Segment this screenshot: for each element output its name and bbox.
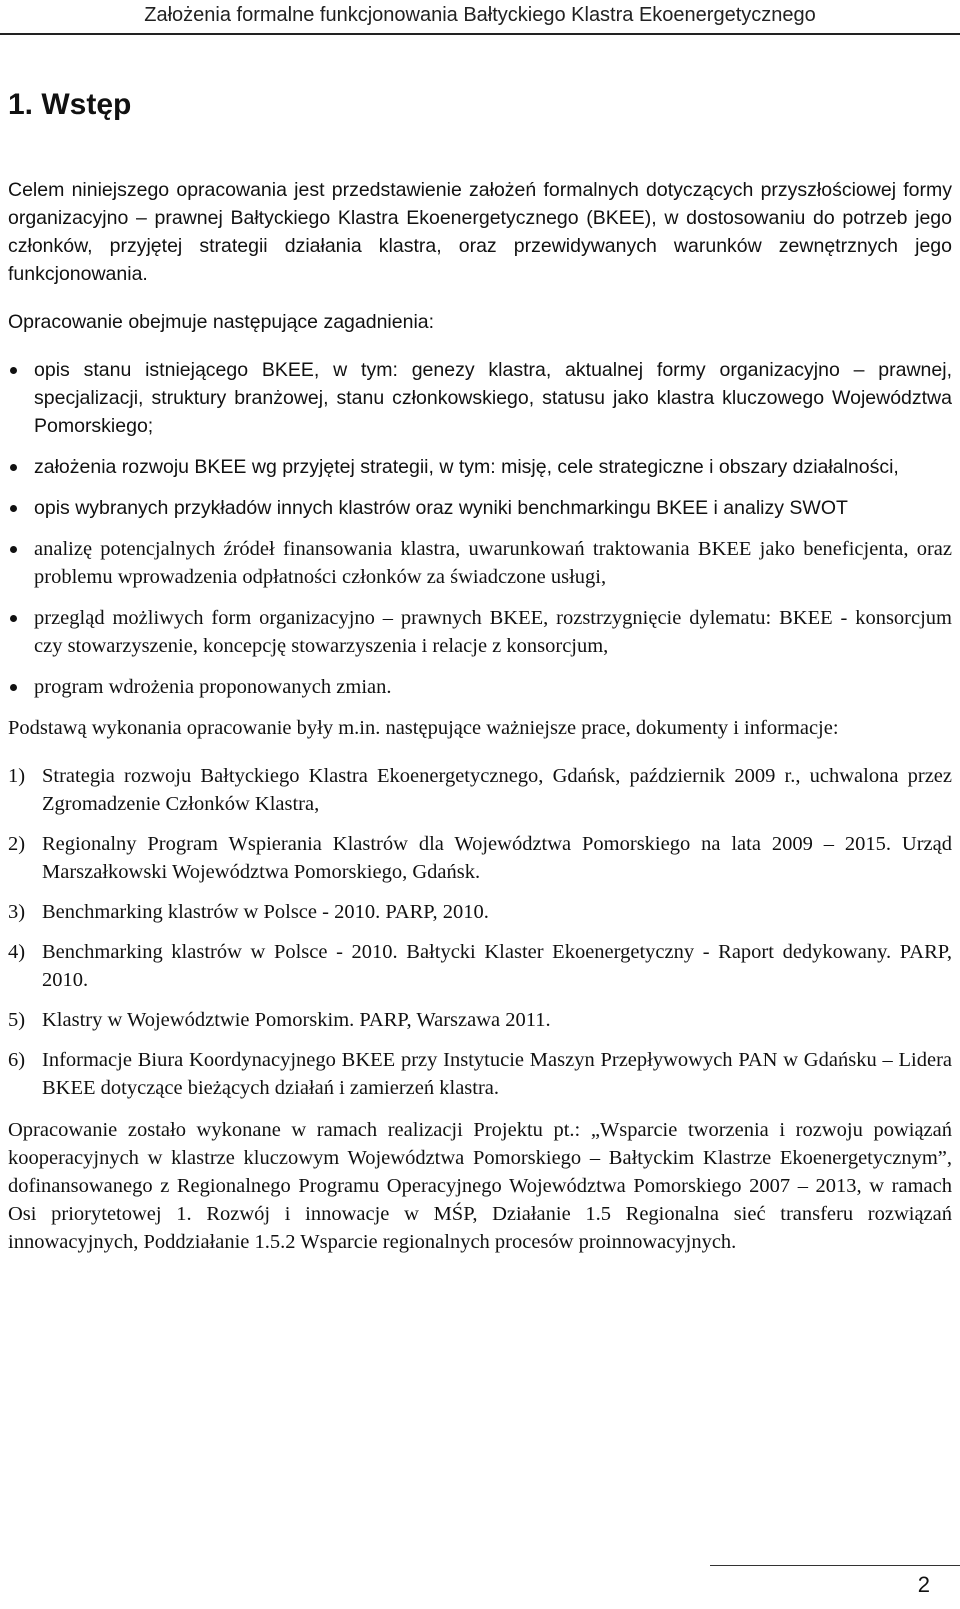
- document-body: [8, 176, 952, 1256]
- basis-intro: Podstawą wykonania opracowanie były m.in. następujące ważniejsze prace, dokumenty i informacje:: [8, 717, 839, 739]
- bullet-icon: [10, 505, 17, 512]
- reference-item: 2) Regionalny Program Wspierania Klastrów dla Województwa Pomorskiego na lata 2009 – 2015. Urząd Marszałkowski Województwa Pomorskiego, Gdańsk.: [8, 833, 952, 883]
- list-item: analizę potencjalnych źródeł finansowania klastra, uwarunkowań traktowania BKEE jako beneficjenta, oraz problemu wprowadzenia odpłatności członków za świadczone usługi,: [8, 535, 952, 591]
- list-item: opis stanu istniejącego BKEE, w tym: genezy klastra, aktualnej formy organizacyjno – prawnej, specjalizacji, struktury branżowej, stanu członkowskiego, statusu jako klastra kluczowego Województwa Pomorskiego;: [8, 356, 952, 440]
- intro-paragraph: Celem niniejszego opracowania jest przedstawienie założeń formalnych dotyczących przyszłościowej formy organizacyjno – prawnej Bałtyckiego Klastra Ekoenergetycznego (BKEE), w dostosowaniu do potrzeb jego członków, przyjętej strategii działania klastra, oraz przewidywanych warunków zewnętrznych jego funkcjonowania.: [8, 179, 952, 285]
- scope-list: [8, 356, 952, 701]
- header-divider: [0, 33, 960, 35]
- reference-item: 3) Benchmarking klastrów w Polsce - 2010. PARP, 2010.: [8, 901, 489, 923]
- running-header: Założenia formalne funkcjonowania Bałtyckiego Klastra Ekoenergetycznego: [144, 4, 816, 26]
- scope-intro: Opracowanie obejmuje następujące zagadnienia:: [8, 311, 435, 333]
- list-item: program wdrożenia proponowanych zmian.: [8, 673, 952, 701]
- closing-paragraph: Opracowanie zostało wykonane w ramach realizacji Projektu pt.: „Wsparcie tworzenia i rozwoju powiązań kooperacyjnych w klastrze kluczowym Województwa Pomorskiego – Bałtyckim Klastrze Ekoenergetycznym”, dofinansowanego z Regionalnego Programu Operacyjnego Województwa Pomorskiego 2007 – 2013, w ramach Osi priorytetowej 1. Rozwój i innowacje w MŚP, Działanie 1.5 Regionalna sieć transferu rozwiązań innowacyjnych, Poddziałanie 1.5.2 Wsparcie regionalnych procesów proinnowacyjnych.: [8, 1119, 952, 1253]
- list-item: założenia rozwoju BKEE wg przyjętej strategii, w tym: misję, cele strategiczne i obszary działalności,: [8, 453, 952, 481]
- bullet-icon: [10, 464, 17, 471]
- list-item: przegląd możliwych form organizacyjno – prawnych BKEE, rozstrzygnięcie dylematu: BKEE - konsorcjum czy stowarzyszenie, koncepcję stowarzyszenia i relacje z konsorcjum,: [8, 604, 952, 660]
- reference-list: [8, 762, 952, 1102]
- reference-item: 5) Klastry w Województwie Pomorskim. PARP, Warszawa 2011.: [8, 1009, 551, 1031]
- reference-item: 4) Benchmarking klastrów w Polsce - 2010. Bałtycki Klaster Ekoenergetyczny - Raport dedykowany. PARP, 2010.: [8, 941, 952, 991]
- list-item: opis wybranych przykładów innych klastrów oraz wyniki benchmarkingu BKEE i analizy SWOT: [8, 494, 952, 522]
- page-number: 2: [917, 1572, 930, 1597]
- bullet-icon: [10, 615, 17, 622]
- bullet-icon: [10, 546, 17, 553]
- bullet-icon: [10, 684, 17, 691]
- bullet-icon: [10, 367, 17, 374]
- reference-item: 6) Informacje Biura Koordynacyjnego BKEE przy Instytucie Maszyn Przepływowych PAN w Gdańsku – Lidera BKEE dotyczące bieżących działań i zamierzeń klastra.: [8, 1049, 952, 1099]
- footer-divider: [710, 1565, 960, 1566]
- section-title: 1. Wstęp: [8, 88, 132, 121]
- reference-item: 1) Strategia rozwoju Bałtyckiego Klastra Ekoenergetycznego, Gdańsk, październik 2009 r., uchwalona przez Zgromadzenie Członków Klastra,: [8, 765, 952, 815]
